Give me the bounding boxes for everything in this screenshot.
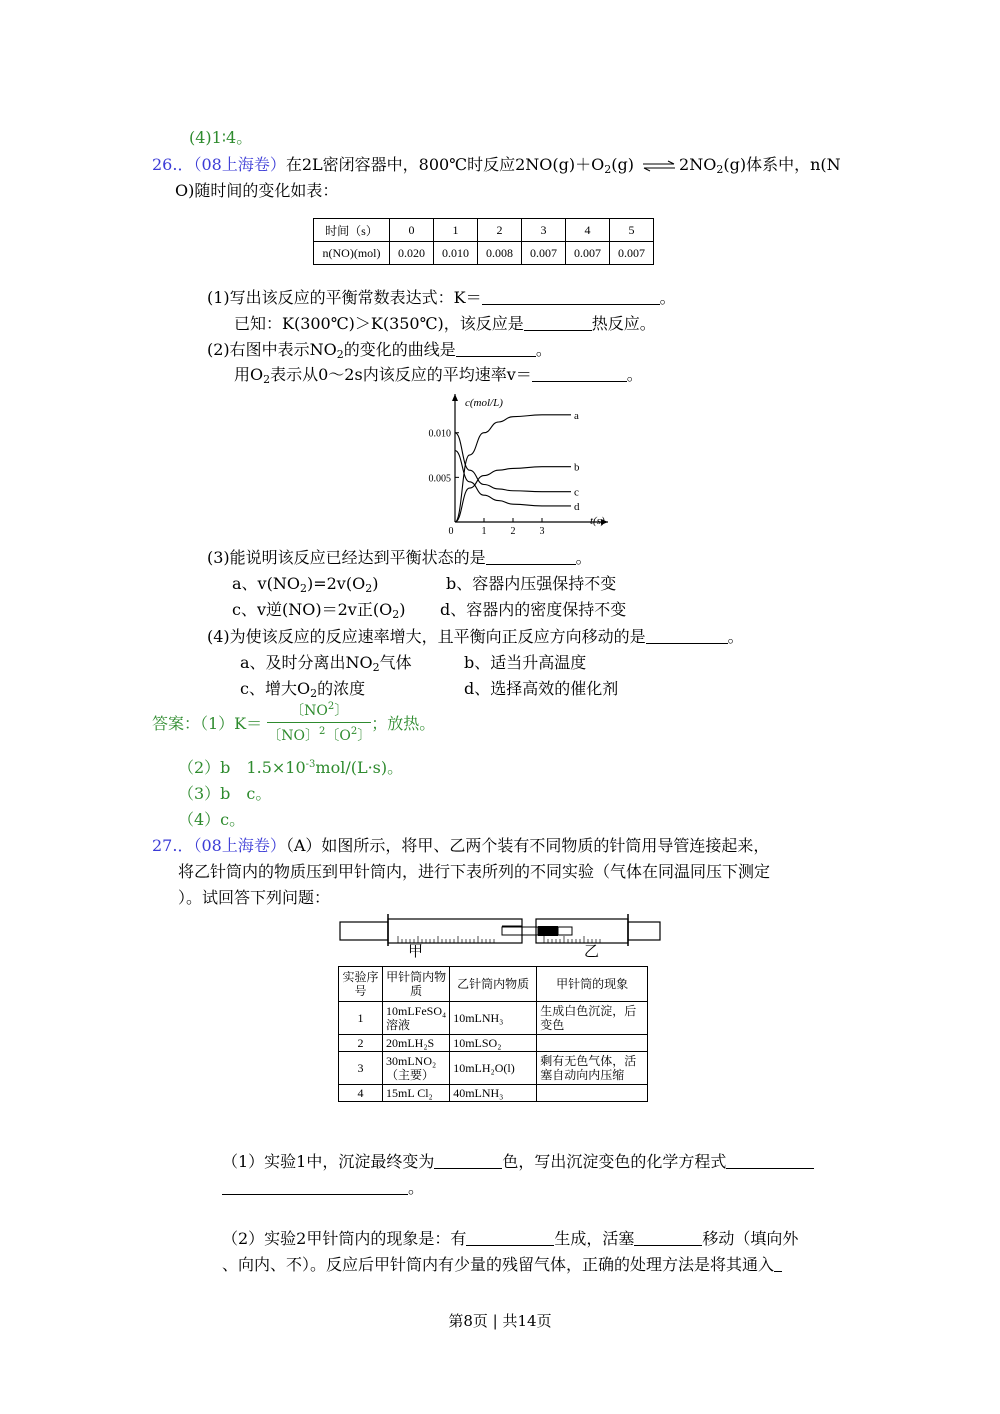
table-header-row: 时间（s） 0 1 2 3 4 5 bbox=[314, 219, 654, 242]
q27-part-1b: 。 bbox=[222, 1175, 424, 1198]
x-axis-label: t(s) bbox=[590, 515, 605, 527]
table-row: n(NO)(mol) 0.020 0.010 0.008 0.007 0.007 0.007 bbox=[314, 242, 654, 265]
question-source: （08上海卷） bbox=[193, 155, 286, 174]
table-row: 3 30mLNO₂（主要） 10mLH₂O(l) 剩有无色气体，活塞自动向内压缩 bbox=[339, 1052, 648, 1085]
option-4a: a、及时分离出$NO_2$气体 bbox=[240, 653, 412, 674]
tube-connector bbox=[538, 926, 558, 936]
q27-part-1: （1）实验1中，沉淀最终变为 色，写出沉淀变色的化学方程式 bbox=[222, 1149, 814, 1172]
answer-blank bbox=[482, 290, 660, 305]
answer-blank bbox=[434, 1154, 502, 1169]
tube-joint-left bbox=[502, 927, 522, 935]
x-tick-label: 2 bbox=[510, 526, 516, 535]
q26-part-3: (3)能说明该反应已经达到平衡状态的是 。 bbox=[207, 548, 592, 567]
y-tick-label: 0.010 bbox=[428, 428, 451, 440]
y-axis-arrow-icon bbox=[452, 394, 458, 401]
syringe-diagram bbox=[338, 912, 662, 958]
tube-joint-right bbox=[558, 927, 572, 935]
q26-part-2b: 用$O_2$表示从0～2s内该反应的平均速率v＝ 。 bbox=[234, 365, 643, 386]
equilibrium-constant-fraction: $\frac{〔NO^2〕}{〔NO〕^2〔O^2〕}$ bbox=[267, 701, 372, 744]
answer-blank bbox=[466, 1231, 554, 1246]
answer-blank bbox=[524, 316, 592, 331]
syringe-left bbox=[340, 914, 522, 946]
syringe-label-yi: 乙 bbox=[584, 942, 600, 958]
q27-part-2b: 、向内、不）。反应后甲针筒内有少量的残留气体，正确的处理方法是将其通入 bbox=[222, 1252, 782, 1275]
page-footer: 第8页 | 共14页 bbox=[448, 1312, 552, 1330]
q26-part-2: (2)右图中表示$NO_2$的变化的曲线是 。 bbox=[207, 340, 552, 361]
option-3c: c、v逆(NO)＝2v正$(O_2)$ bbox=[232, 600, 406, 621]
answer-blank bbox=[532, 367, 627, 382]
option-3a: a、$v(NO_2)=2v(O_2)$ bbox=[232, 574, 379, 595]
question-27-line-3: ）。试回答下列问题： bbox=[178, 888, 331, 907]
question-26-line-2: O)随时间的变化如表： bbox=[175, 181, 339, 200]
q27-part-2: （2）实验2甲针筒内的现象是：有 生成，活塞 移动（填向外 bbox=[222, 1229, 799, 1248]
series-label-c: c bbox=[574, 486, 579, 499]
answer-2: （2）b $1.5\times 10^{-3}mol/(L\cdot s)$。 bbox=[178, 758, 404, 777]
table-row: 4 15mL Cl₂ 40mLNH₃ bbox=[339, 1085, 648, 1102]
concentration-chart bbox=[410, 390, 610, 535]
series-label-d: d bbox=[574, 500, 580, 513]
question-number: 27.． bbox=[152, 836, 194, 855]
series-label-b: b bbox=[574, 461, 580, 474]
x-tick-label: 3 bbox=[539, 526, 545, 535]
no-time-table bbox=[313, 218, 654, 265]
q26-part-1b: 已知：K(300℃)＞K(350℃)，该反应是 热反应。 bbox=[234, 314, 656, 333]
x-tick-label: 1 bbox=[481, 526, 487, 535]
equilibrium-arrow-icon bbox=[641, 160, 677, 172]
question-number: 26.． bbox=[152, 155, 194, 174]
y-tick-label: 0.005 bbox=[428, 473, 451, 485]
question-27-line-2: 将乙针筒内的物质压到甲针筒内，进行下表所列的不同实验（气体在同温同压下测定 bbox=[178, 862, 771, 881]
answer-4: （4）c。 bbox=[178, 810, 246, 829]
answer-blank bbox=[456, 342, 536, 357]
q26-part-4: (4)为使该反应的反应速率增大，且平衡向正反应方向移动的是 。 bbox=[207, 627, 744, 646]
answer-line-4: (4)1∶4。 bbox=[189, 128, 253, 147]
table-row: 1 10mLFeSO₄溶液 10mLNH₃ 生成白色沉淀，后变色 bbox=[339, 1002, 648, 1035]
option-4d: d、选择高效的催化剂 bbox=[464, 679, 619, 698]
answer-blank bbox=[726, 1154, 814, 1169]
question-27-line-1: 27.．（08上海卷）（A）如图所示，将甲、乙两个装有不同物质的针筒用导管连接起来， bbox=[152, 836, 770, 855]
answer-blank bbox=[222, 1180, 408, 1195]
table-row: 2 20mLH₂S 10mLSO₂ bbox=[339, 1035, 648, 1052]
answer-blank bbox=[486, 550, 576, 565]
q26-part-1: (1)写出该反应的平衡常数表达式：K＝ 。 bbox=[207, 288, 676, 307]
option-3b: b、容器内压强保持不变 bbox=[446, 574, 617, 593]
table-header-row: 实验序号 甲针筒内物质 乙针筒内物质 甲针筒的现象 bbox=[339, 967, 648, 1002]
answer-3: （3）b c。 bbox=[178, 784, 272, 803]
x-tick-label: 0 bbox=[448, 526, 454, 535]
series-line-b bbox=[455, 467, 571, 522]
question-26-line-1: 26.．（08上海卷）在2L密闭容器中，800℃时反应$2NO(g)+O_2(g)$ $2NO_2(g)$体系中，n(N bbox=[152, 155, 841, 176]
series-line-d bbox=[455, 451, 571, 506]
option-3d: d、容器内的密度保持不变 bbox=[440, 600, 627, 619]
experiment-table bbox=[338, 966, 648, 1102]
option-4b: b、适当升高温度 bbox=[464, 653, 587, 672]
answer-1: 答案：（1）K＝ $\frac{〔NO^2〕}{〔NO〕^2〔O^2〕}$ ；放热。 bbox=[152, 701, 436, 744]
answer-blank bbox=[774, 1257, 782, 1272]
syringe-label-jia: 甲 bbox=[408, 942, 424, 958]
answer-blank bbox=[646, 629, 728, 644]
answer-blank bbox=[634, 1231, 702, 1246]
series-label-a: a bbox=[574, 409, 579, 422]
option-4c: c、增大$O_2$的浓度 bbox=[240, 679, 366, 700]
y-axis-label: c(mol/L) bbox=[465, 397, 503, 409]
question-source: （08上海卷） bbox=[193, 836, 286, 855]
